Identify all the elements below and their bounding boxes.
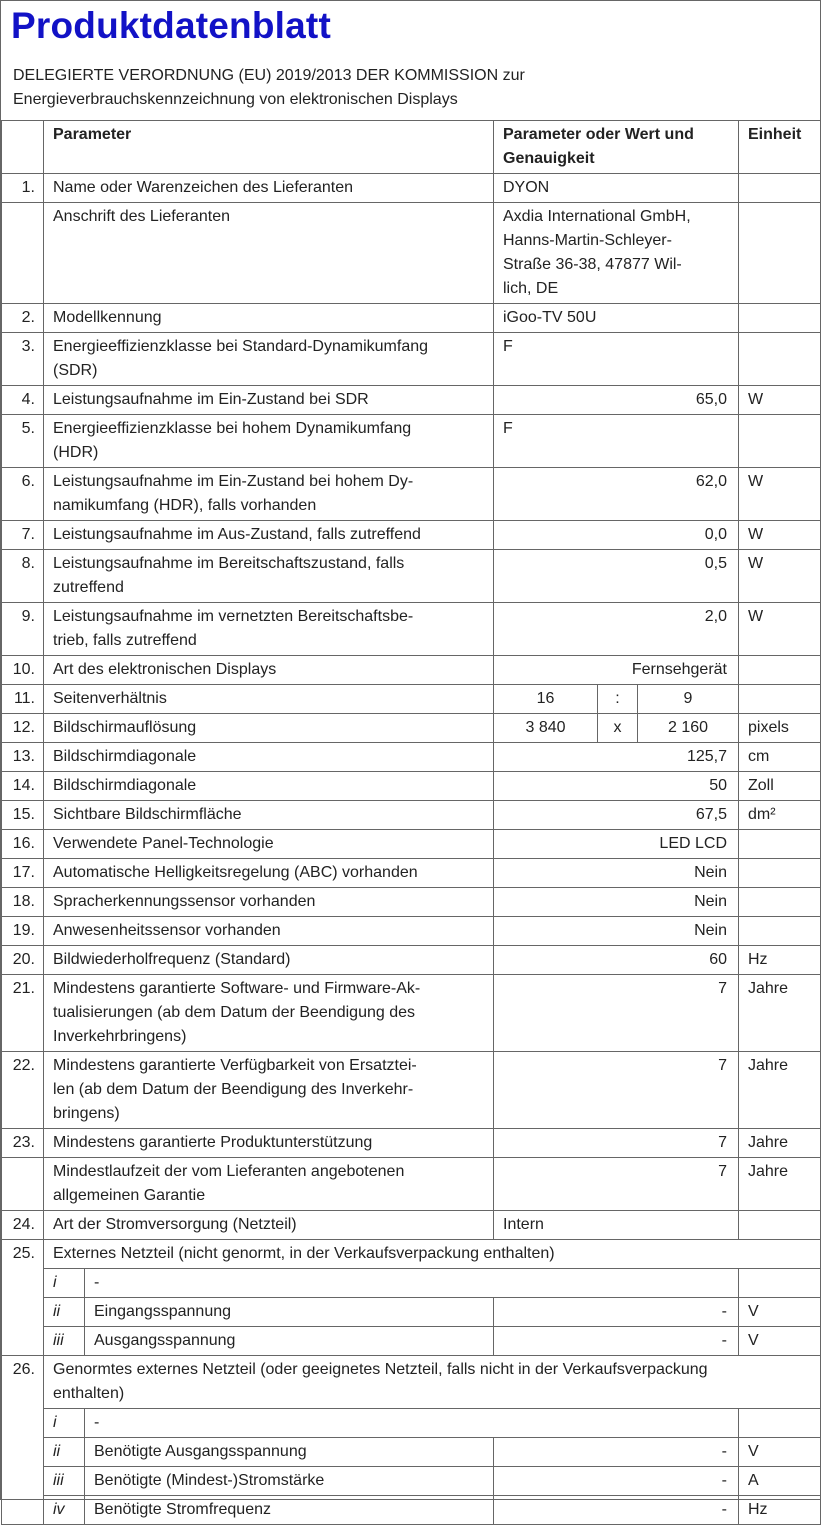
value-text: LED LCD — [659, 835, 727, 852]
value-cell — [494, 772, 739, 801]
table-row — [2, 550, 821, 603]
value-cell — [494, 550, 739, 603]
parameter-text: allgemeinen Garantie — [53, 1187, 206, 1204]
value-text: 50 — [709, 777, 727, 794]
value-cell — [494, 946, 739, 975]
section-title-line: enthalten) — [53, 1385, 125, 1402]
sub-label: Benötigte (Mindest-)Stromstärke — [85, 1467, 494, 1496]
table-row — [2, 1129, 821, 1158]
sub-value: - — [494, 1496, 739, 1525]
parameter-text: Leistungsaufnahme im vernetzten Bereitschaftsbe- — [53, 608, 414, 625]
value-cell — [494, 801, 739, 830]
table-row — [2, 1211, 821, 1240]
table-row — [2, 304, 821, 333]
row-number — [2, 1158, 44, 1211]
sub-label: - — [85, 1269, 739, 1298]
value-part-2: 9 — [638, 685, 739, 714]
header-number-cell — [2, 121, 44, 174]
value-part-2: 2 160 — [638, 714, 739, 743]
unit-cell — [739, 333, 821, 386]
value-cell — [494, 975, 739, 1052]
row-number: 24. — [2, 1211, 44, 1240]
value-cell — [494, 1211, 739, 1240]
row-number: 9. — [2, 603, 44, 656]
row-number: 16. — [2, 830, 44, 859]
table-row — [2, 203, 821, 304]
value-text: 125,7 — [686, 748, 727, 765]
table-row — [2, 415, 821, 468]
row-number: 21. — [2, 975, 44, 1052]
unit-cell — [739, 656, 821, 685]
unit-cell: Jahre — [739, 1052, 821, 1129]
table-row — [2, 946, 821, 975]
parameter-text: bringens) — [53, 1105, 120, 1122]
unit-cell — [739, 917, 821, 946]
table-row — [2, 1158, 821, 1211]
parameter-text: len (ab dem Datum der Beendigung des Inverkehr- — [53, 1081, 414, 1098]
value-separator: x — [598, 714, 638, 743]
unit-cell — [739, 685, 821, 714]
parameter-cell — [44, 550, 494, 603]
parameter-text: Mindestens garantierte Software- und Firmware-Ak- — [53, 980, 421, 997]
value-text: iGoo-TV 50U — [503, 309, 597, 326]
value-cell — [494, 415, 739, 468]
unit-cell — [739, 1211, 821, 1240]
value-text: Intern — [503, 1216, 544, 1233]
value-cell — [494, 603, 739, 656]
parameter-text: zutreffend — [53, 579, 124, 596]
sub-row — [2, 1438, 821, 1467]
value-text: DYON — [503, 179, 550, 196]
value-cell — [494, 203, 739, 304]
parameter-cell — [44, 975, 494, 1052]
parameter-text: Art des elektronischen Displays — [53, 661, 277, 678]
parameter-cell — [44, 859, 494, 888]
header-parameter: Parameter — [44, 121, 494, 174]
parameter-cell — [44, 888, 494, 917]
row-number: 15. — [2, 801, 44, 830]
parameter-text: Leistungsaufnahme im Bereitschaftszustand, falls — [53, 555, 405, 572]
unit-cell — [739, 830, 821, 859]
parameter-text: Mindestens garantierte Produktunterstützung — [53, 1134, 373, 1151]
row-number: 23. — [2, 1129, 44, 1158]
parameter-cell — [44, 386, 494, 415]
value-cell — [494, 386, 739, 415]
parameter-cell — [44, 743, 494, 772]
sub-value: - — [494, 1298, 739, 1327]
value-text: Fernsehgerät — [631, 661, 727, 678]
value-text: Axdia International GmbH, — [503, 208, 691, 225]
row-number: 11. — [2, 685, 44, 714]
sub-row — [2, 1269, 821, 1298]
roman-numeral: ii — [44, 1298, 85, 1327]
unit-cell — [739, 859, 821, 888]
section-number: 25. — [2, 1240, 44, 1356]
row-number: 2. — [2, 304, 44, 333]
parameter-cell — [44, 603, 494, 656]
value-cell — [494, 1052, 739, 1129]
parameter-cell — [44, 333, 494, 386]
sub-label: Eingangsspannung — [85, 1298, 494, 1327]
parameter-text: Verwendete Panel-Technologie — [53, 835, 274, 852]
value-text: 7 — [718, 1057, 727, 1074]
value-text: Nein — [694, 864, 727, 881]
parameter-text: Anschrift des Lieferanten — [53, 208, 230, 225]
value-cell — [494, 656, 739, 685]
unit-cell: W — [739, 550, 821, 603]
value-text: 0,5 — [704, 555, 727, 572]
sub-unit: Hz — [739, 1496, 821, 1525]
parameter-cell — [44, 714, 494, 743]
parameter-cell — [44, 521, 494, 550]
value-text: 7 — [718, 1134, 727, 1151]
row-number: 1. — [2, 174, 44, 203]
parameter-cell — [44, 772, 494, 801]
row-number: 22. — [2, 1052, 44, 1129]
sub-row — [2, 1298, 821, 1327]
sub-value: - — [494, 1438, 739, 1467]
header-value — [494, 121, 739, 174]
unit-cell: Jahre — [739, 975, 821, 1052]
value-text: lich, DE — [503, 280, 559, 297]
table-row — [2, 685, 821, 714]
parameter-cell — [44, 946, 494, 975]
value-cell — [494, 830, 739, 859]
value-text: 67,5 — [695, 806, 727, 823]
value-text: 62,0 — [695, 473, 727, 490]
unit-cell — [739, 203, 821, 304]
sub-row — [2, 1467, 821, 1496]
value-text: Hanns-Martin-Schleyer- — [503, 232, 672, 249]
parameter-cell — [44, 801, 494, 830]
value-part-1: 3 840 — [494, 714, 598, 743]
sub-value: - — [494, 1467, 739, 1496]
unit-cell: dm² — [739, 801, 821, 830]
table-row — [2, 603, 821, 656]
sub-unit — [739, 1269, 821, 1298]
parameter-cell — [44, 830, 494, 859]
parameter-text: Leistungsaufnahme im Ein-Zustand bei SDR — [53, 391, 369, 408]
sub-label: Benötigte Stromfrequenz — [85, 1496, 494, 1525]
unit-cell — [739, 888, 821, 917]
sub-unit: V — [739, 1298, 821, 1327]
parameter-text: Energieeffizienzklasse bei hohem Dynamikumfang — [53, 420, 412, 437]
table-row — [2, 859, 821, 888]
parameter-text: Mindestens garantierte Verfügbarkeit von Ersatztei- — [53, 1057, 417, 1074]
parameter-cell — [44, 1129, 494, 1158]
row-number: 10. — [2, 656, 44, 685]
parameter-text: tualisierungen (ab dem Datum der Beendigung des — [53, 1004, 416, 1021]
row-number: 17. — [2, 859, 44, 888]
table-row — [2, 888, 821, 917]
sub-unit: A — [739, 1467, 821, 1496]
section-title: Externes Netzteil (nicht genormt, in der Verkaufsverpackung enthalten) — [44, 1240, 821, 1269]
header-value-line: Parameter oder Wert und — [503, 126, 694, 143]
parameter-text: Art der Stromversorgung (Netzteil) — [53, 1216, 297, 1233]
regulation-line: DELEGIERTE VERORDNUNG (EU) 2019/2013 DER KOMMISSION zur — [13, 67, 525, 84]
row-number: 7. — [2, 521, 44, 550]
value-cell — [494, 1158, 739, 1211]
parameter-text: namikumfang (HDR), falls vorhanden — [53, 497, 317, 514]
parameter-cell — [44, 1211, 494, 1240]
parameter-text: Bildschirmdiagonale — [53, 748, 197, 765]
value-text: Nein — [694, 922, 727, 939]
sub-row — [2, 1409, 821, 1438]
value-part-1: 16 — [494, 685, 598, 714]
header-unit: Einheit — [739, 121, 821, 174]
value-text: 2,0 — [704, 608, 727, 625]
parameter-cell — [44, 468, 494, 521]
table-header-row — [2, 121, 821, 174]
section-title-row — [2, 1356, 821, 1409]
value-text: 65,0 — [695, 391, 727, 408]
parameter-text: Anwesenheitssensor vorhanden — [53, 922, 281, 939]
sub-unit — [739, 1409, 821, 1438]
value-cell — [494, 888, 739, 917]
parameter-text: Mindestlaufzeit der vom Lieferanten angebotenen — [53, 1163, 405, 1180]
table-row — [2, 1052, 821, 1129]
unit-cell: Zoll — [739, 772, 821, 801]
value-text: 7 — [718, 980, 727, 997]
parameter-cell — [44, 656, 494, 685]
sub-label: - — [85, 1409, 739, 1438]
value-cell — [494, 743, 739, 772]
value-text: F — [503, 338, 513, 355]
parameter-cell — [44, 304, 494, 333]
table-row — [2, 830, 821, 859]
row-number: 3. — [2, 333, 44, 386]
parameter-text: Sichtbare Bildschirmfläche — [53, 806, 242, 823]
parameter-text: Seitenverhältnis — [53, 690, 167, 707]
parameter-text: Leistungsaufnahme im Aus-Zustand, falls zutreffend — [53, 526, 421, 543]
row-number: 19. — [2, 917, 44, 946]
table-row — [2, 917, 821, 946]
roman-numeral: iii — [44, 1467, 85, 1496]
parameter-table — [1, 120, 821, 1525]
header-value-line: Genauigkeit — [503, 150, 595, 167]
table-row — [2, 521, 821, 550]
table-row — [2, 468, 821, 521]
row-number: 4. — [2, 386, 44, 415]
sub-value: - — [494, 1327, 739, 1356]
unit-cell: Jahre — [739, 1158, 821, 1211]
roman-numeral: iii — [44, 1327, 85, 1356]
table-row — [2, 386, 821, 415]
parameter-text: trieb, falls zutreffend — [53, 632, 197, 649]
row-number: 20. — [2, 946, 44, 975]
table-row — [2, 714, 821, 743]
unit-cell: pixels — [739, 714, 821, 743]
unit-cell: W — [739, 521, 821, 550]
value-cell — [494, 1129, 739, 1158]
table-row — [2, 174, 821, 203]
value-cell — [494, 304, 739, 333]
value-text: 60 — [709, 951, 727, 968]
parameter-text: Bildschirmdiagonale — [53, 777, 197, 794]
unit-cell — [739, 304, 821, 333]
parameter-text: (SDR) — [53, 362, 98, 379]
row-number: 5. — [2, 415, 44, 468]
parameter-text: Name oder Warenzeichen des Lieferanten — [53, 179, 354, 196]
parameter-text: Inverkehrbringens) — [53, 1028, 187, 1045]
page-title: Produktdatenblatt — [11, 5, 331, 46]
unit-cell: W — [739, 468, 821, 521]
table-row — [2, 772, 821, 801]
section-title-line: Genormtes externes Netzteil (oder geeignetes Netzteil, falls nicht in der Verkaufsverpackung — [53, 1361, 708, 1378]
sub-unit: V — [739, 1327, 821, 1356]
unit-cell — [739, 174, 821, 203]
row-number: 6. — [2, 468, 44, 521]
row-number: 18. — [2, 888, 44, 917]
regulation-line: Energieverbrauchskennzeichnung von elektronischen Displays — [13, 91, 458, 108]
parameter-cell — [44, 174, 494, 203]
parameter-cell — [44, 1158, 494, 1211]
unit-cell: W — [739, 386, 821, 415]
parameter-text: Energieeffizienzklasse bei Standard-Dynamikumfang — [53, 338, 429, 355]
parameter-text: Automatische Helligkeitsregelung (ABC) vorhanden — [53, 864, 418, 881]
section-title-row — [2, 1240, 821, 1269]
section-title — [44, 1356, 821, 1409]
value-cell — [494, 917, 739, 946]
row-number: 13. — [2, 743, 44, 772]
row-number — [2, 203, 44, 304]
parameter-text: Bildwiederholfrequenz (Standard) — [53, 951, 291, 968]
unit-cell: Hz — [739, 946, 821, 975]
table-row — [2, 975, 821, 1052]
value-text: Straße 36-38, 47877 Wil- — [503, 256, 682, 273]
table-row — [2, 743, 821, 772]
section-number: 26. — [2, 1356, 44, 1525]
parameter-text: Spracherkennungssensor vorhanden — [53, 893, 316, 910]
regulation-text — [13, 64, 525, 112]
value-separator: : — [598, 685, 638, 714]
unit-cell: W — [739, 603, 821, 656]
parameter-text: Leistungsaufnahme im Ein-Zustand bei hohem Dy- — [53, 473, 414, 490]
value-cell — [494, 521, 739, 550]
table-row — [2, 333, 821, 386]
roman-numeral: ii — [44, 1438, 85, 1467]
value-text: 0,0 — [704, 526, 727, 543]
unit-cell — [739, 415, 821, 468]
row-number: 12. — [2, 714, 44, 743]
parameter-cell — [44, 203, 494, 304]
parameter-cell — [44, 917, 494, 946]
sub-row — [2, 1327, 821, 1356]
value-text: Nein — [694, 893, 727, 910]
value-text: 7 — [718, 1163, 727, 1180]
parameter-text: Modellkennung — [53, 309, 162, 326]
unit-cell: Jahre — [739, 1129, 821, 1158]
roman-numeral: i — [44, 1269, 85, 1298]
parameter-text: Bildschirmauflösung — [53, 719, 197, 736]
parameter-text: (HDR) — [53, 444, 99, 461]
unit-cell: cm — [739, 743, 821, 772]
sub-label: Ausgangsspannung — [85, 1327, 494, 1356]
parameter-cell — [44, 415, 494, 468]
value-cell — [494, 174, 739, 203]
value-cell — [494, 333, 739, 386]
roman-numeral: i — [44, 1409, 85, 1438]
sub-label: Benötigte Ausgangsspannung — [85, 1438, 494, 1467]
value-text: F — [503, 420, 513, 437]
row-number: 8. — [2, 550, 44, 603]
row-number: 14. — [2, 772, 44, 801]
sub-unit: V — [739, 1438, 821, 1467]
value-cell — [494, 468, 739, 521]
roman-numeral: iv — [44, 1496, 85, 1525]
parameter-cell — [44, 1052, 494, 1129]
table-row — [2, 801, 821, 830]
table-row — [2, 656, 821, 685]
value-cell — [494, 859, 739, 888]
parameter-cell — [44, 685, 494, 714]
